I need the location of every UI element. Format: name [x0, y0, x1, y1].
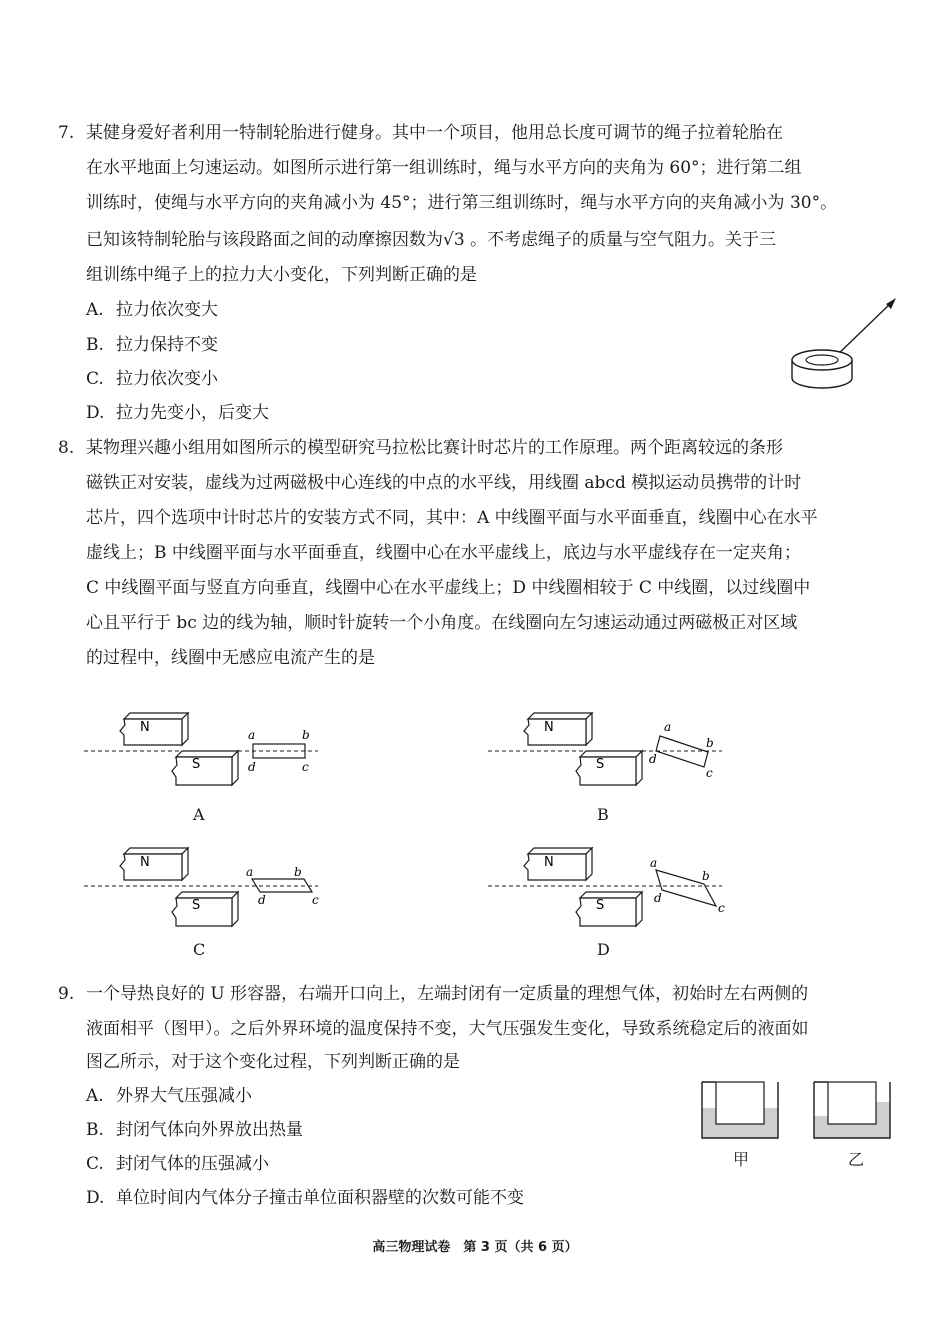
magnet-n — [524, 713, 592, 745]
rope-arrowhead — [886, 298, 896, 309]
question-text-line: 在水平地面上匀速运动。如图所示进行第一组训练时，绳与水平方向的夹角为 60°；进行第二组 — [86, 158, 802, 178]
magnet-n-label: N — [544, 720, 554, 735]
magnet-s-label: S — [596, 757, 605, 772]
magnet-n-label: N — [544, 855, 554, 870]
magnet-s — [172, 892, 238, 926]
magnet-n — [120, 713, 188, 745]
option-text: 外界大气压强减小 — [116, 1086, 252, 1106]
question-text-line: 某健身爱好者利用一特制轮胎进行健身。其中一个项目，他用总长度可调节的绳子拉着轮胎在 — [86, 123, 783, 143]
coil-label-b: b — [702, 869, 710, 883]
option-c[interactable] — [86, 367, 218, 391]
coil-label-d: d — [258, 893, 266, 907]
question-text-line: 某物理兴趣小组用如图所示的模型研究马拉松比赛计时芯片的工作原理。两个距离较远的条形 — [86, 438, 783, 458]
question-text-line: 训练时，使绳与水平方向的夹角减小为 45°；进行第三组训练时，绳与水平方向的夹角减小为 30°。 — [86, 193, 838, 213]
question-text-line: 组训练中绳子上的拉力大小变化，下列判断正确的是 — [86, 265, 477, 285]
page-footer: 高三物理试卷 第 3 页（共 6 页） — [372, 1240, 578, 1255]
question-number: 7. — [58, 123, 75, 143]
option-key: B. — [86, 335, 104, 355]
tire-hole — [806, 355, 838, 365]
coil-label-b: b — [302, 728, 310, 742]
coil-label-d: d — [248, 760, 256, 774]
coil-label-c: c — [706, 766, 713, 780]
question-text-line: 虚线上；B 中线圈平面与水平面垂直，线圈中心在水平虚线上，底边与水平虚线存在一定夹角； — [86, 543, 801, 563]
question-text-line: 已知该特制轮胎与该段路面之间的动摩擦因数为√3 。不考虑绳子的质量与空气阻力。关于三 — [86, 230, 777, 250]
question-number: 9. — [58, 984, 75, 1004]
panel-c-figure — [80, 840, 330, 940]
coil-label-a: a — [248, 728, 256, 742]
question-text-line: 磁铁正对安装，虚线为过两磁极中心连线的中点的水平线，用线圈 abcd 模拟运动员携带的计时 — [86, 473, 802, 493]
option-b[interactable] — [86, 333, 218, 357]
option-text: 封闭气体的压强减小 — [116, 1154, 269, 1174]
fig-label-jia: 甲 — [733, 1150, 750, 1169]
liquid-bottom — [814, 1124, 890, 1138]
option-text: 封闭气体向外界放出热量 — [116, 1120, 303, 1140]
question-text-line: C 中线圈平面与竖直方向垂直，线圈中心在水平虚线上；D 中线圈相较于 C 中线圈，以过线圈中 — [86, 578, 811, 598]
magnet-s — [576, 751, 642, 785]
coil-label-c: c — [302, 760, 309, 774]
magnet-s-label: S — [596, 898, 605, 913]
magnet-s-label: S — [192, 898, 201, 913]
panel-label: B — [597, 805, 609, 824]
option-key: C. — [86, 369, 104, 389]
option-key: A. — [86, 1086, 104, 1106]
question-text-line: 图乙所示，对于这个变化过程，下列判断正确的是 — [86, 1052, 460, 1072]
option-key: A. — [86, 300, 104, 320]
magnet-s — [172, 751, 238, 785]
question-text-line: 一个导热良好的 U 形容器，右端开口向上，左端封闭有一定质量的理想气体，初始时左右两侧的 — [86, 984, 809, 1004]
option-text: 拉力依次变小 — [116, 369, 218, 389]
fig-label-yi: 乙 — [848, 1150, 865, 1169]
tire-rope-figure — [780, 290, 900, 400]
coil-label-d: d — [654, 891, 662, 905]
question-text-line: 芯片，四个选项中计时芯片的安装方式不同，其中：A 中线圈平面与水平面垂直，线圈中心在水平 — [86, 508, 818, 528]
coil-label-a: a — [664, 720, 672, 734]
magnet-n-label: N — [140, 855, 150, 870]
option-text: 单位时间内气体分子撞击单位面积器壁的次数可能不变 — [116, 1188, 524, 1208]
option-a[interactable] — [86, 298, 218, 322]
panel-label: A — [193, 805, 205, 824]
coil-label-a: a — [246, 865, 254, 879]
coil-label-c: c — [312, 893, 319, 907]
coil-label-d: d — [649, 752, 657, 766]
coil-label-b: b — [294, 865, 302, 879]
magnet-s — [576, 892, 642, 926]
question-text-line: 液面相平（图甲）。之后外界环境的温度保持不变，大气压强发生变化，导致系统稳定后的液面如 — [86, 1019, 809, 1039]
coil-label-c: c — [718, 901, 725, 915]
coil-label-b: b — [706, 736, 714, 750]
panel-b-figure — [484, 705, 734, 805]
magnet-n — [120, 848, 188, 880]
rope-line — [832, 302, 892, 360]
option-text: 拉力先变小，后变大 — [116, 403, 269, 423]
tube-inner-block — [828, 1082, 876, 1124]
option-key: B. — [86, 1120, 104, 1140]
option-text: 拉力保持不变 — [116, 335, 218, 355]
u-tube-jia — [700, 1080, 782, 1142]
question-text-line: 的过程中，线圈中无感应电流产生的是 — [86, 648, 375, 668]
option-d[interactable] — [86, 401, 269, 425]
tube-inner-block — [716, 1082, 764, 1124]
magnet-s-label: S — [192, 757, 201, 772]
option-key: D. — [86, 1188, 105, 1208]
panel-label: C — [193, 940, 206, 959]
panel-label: D — [597, 940, 610, 959]
option-b[interactable] — [86, 1118, 303, 1142]
option-key: C. — [86, 1154, 104, 1174]
option-key: D. — [86, 403, 105, 423]
option-text: 拉力依次变大 — [116, 300, 218, 320]
magnet-n-label: N — [140, 720, 150, 735]
panel-d-figure — [484, 840, 734, 940]
option-a[interactable] — [86, 1084, 252, 1108]
panel-a-figure — [80, 705, 330, 805]
question-number: 8. — [58, 438, 75, 458]
magnet-n — [524, 848, 592, 880]
option-c[interactable] — [86, 1152, 269, 1176]
question-text-line: 心且平行于 bc 边的线为轴，顺时针旋转一个小角度。在线圈向左匀速运动通过两磁极正对区域 — [86, 613, 798, 633]
u-tube-yi — [812, 1080, 894, 1142]
coil-label-a: a — [650, 856, 658, 870]
option-d[interactable] — [86, 1186, 524, 1210]
